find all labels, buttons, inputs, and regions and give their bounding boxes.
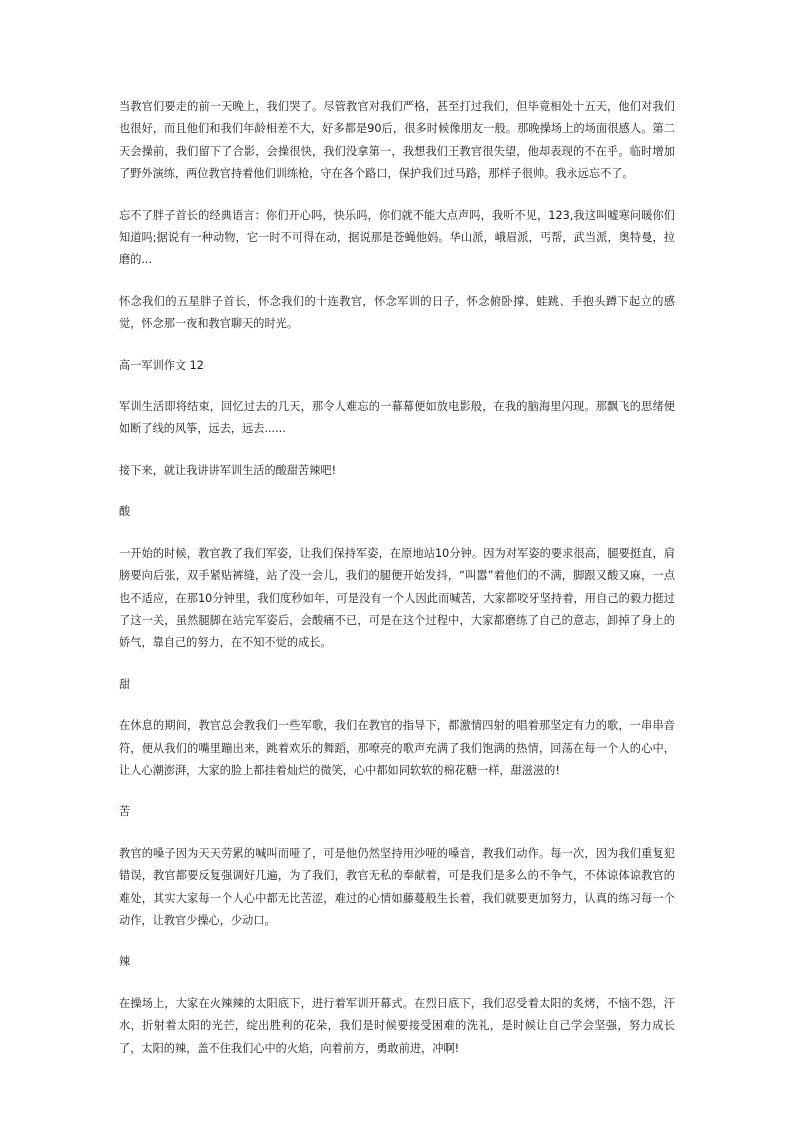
paragraph-chief-quotes: 忘不了胖子首长的经典语言：你们开心吗，快乐吗，你们就不能大点声吗，我听不见，123,我这叫嘘寒问暖你们知道吗;据说有一种动物，它一时不可得在动，据说那是苍蝇他妈。华山派，峨眉派，丐帮，武当派，奥特曼，拉磨的... [119, 208, 675, 267]
paragraph-spicy: 在操场上，大家在火辣辣的太阳底下，进行着军训开幕式。在烈日底下，我们忍受着太阳的炙烤，不恼不怨，汗水，折射着太阳的光芒，绽出胜利的花朵，我们是时候要接受困难的洗礼，是时候让自己学会坚强，努力成长了，太阳的辣，盖不住我们心中的火焰，向着前方，勇敢前进，冲啊! [119, 996, 675, 1055]
paragraph-remembrance: 怀念我们的五星胖子首长，怀念我们的十连教官，怀念军训的日子，怀念俯卧撑、蛙跳、手抱头蹲下起立的感觉，怀念那一夜和教官聊天的时光。 [119, 294, 675, 331]
paragraph-sweet: 在休息的期间，教官总会教我们一些军歌，我们在教官的指导下，都激情四射的唱着那坚定有力的歌，一串串音符，便从我们的嘴里蹦出来，跳着欢乐的舞蹈，那嘹亮的歌声充满了我们饱满的热情，回荡在每一个人的心中，让人心潮澎湃，大家的脸上都挂着灿烂的微笑，心中都如同软软的棉花糖一样，甜滋滋的! [119, 719, 675, 777]
heading-spicy: 辣 [119, 955, 131, 969]
paragraph-lead-in: 接下来，就让我讲讲军训生活的酸甜苦辣吧! [119, 463, 337, 477]
paragraph-intro: 军训生活即将结束，回忆过去的几天，那令人难忘的一幕幕便如放电影般，在我的脑海里闪现。那飘飞的思绪便如断了线的风筝，远去，远去...... [119, 400, 675, 436]
paragraph-bitter: 教官的嗓子因为天天劳累的喊叫而哑了，可是他仍然坚持用沙哑的嗓音，教我们动作。每一次，因为我们重复犯错误，教官都要反复强调好几遍，为了我们，教官无私的奉献着，可是我们是多么的不争气，不体谅体谅教官的难处，其实大家每一个人心中都无比苦涩，难过的心情如藤蔓般生长着，我们就要更加努力，认真的练习每一个动作，让教官少操心，少动口。 [119, 846, 675, 927]
heading-sweet: 甜 [119, 677, 131, 691]
heading-bitter: 苦 [119, 805, 131, 819]
paragraph-sour: 一开始的时候，教官教了我们军姿，让我们保持军姿，在原地站10分钟。因为对军姿的要求很高，腿要挺直，肩膀要向后张，双手紧贴裤缝，站了没一会儿，我们的腿便开始发抖，“叫嚣”着他们的不满，脚跟又酸又麻，一点也不适应，在那10分钟里，我们度秒如年，可是没有一个人因此而喊苦，大家都咬牙坚持着，用自己的毅力挺过了这一关，虽然腿脚在站完军姿后，会酸痛不已，可是在这个过程中，大家都磨练了自己的意志，卸掉了身上的娇气，靠自己的努力，在不知不觉的成长。 [119, 546, 675, 650]
section-title-essay-12: 高一军训作文 12 [119, 358, 204, 372]
paragraph-farewell: 当教官们要走的前一天晚上，我们哭了。尽管教官对我们严格，甚至打过我们，但毕竟相处十五天，他们对我们也很好，而且他们和我们年龄相差不大，好多都是90后，很多时候像朋友一般。那晚操场上的场面很感人。第二天会操前，我们留下了合影，会操很快，我们没拿第一，我想我们王教官很失望，他却表现的不在乎。临时增加了野外演练，两位教官持着他们训练枪，守在各个路口，保护我们过马路，那样子很帅。我永远忘不了。 [119, 100, 675, 181]
document-body [119, 96, 675, 1079]
heading-sour: 酸 [119, 505, 131, 519]
